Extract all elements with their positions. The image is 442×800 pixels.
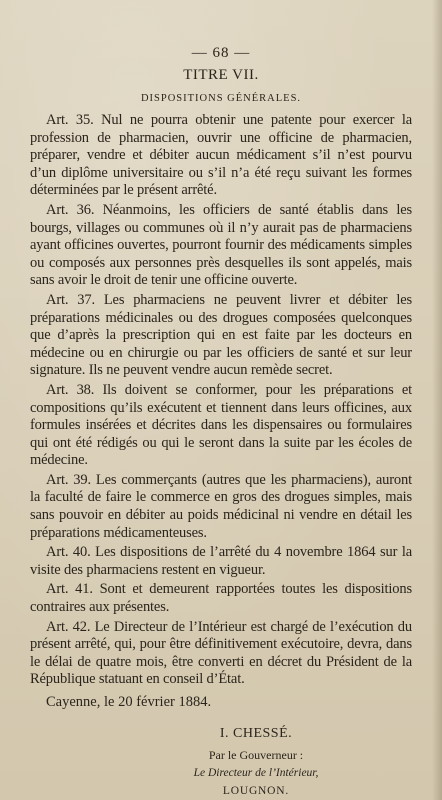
section-subtitle: DISPOSITIONS GÉNÉRALES. [140,93,302,104]
article-40: Art. 40. Les dispositions de l’arrêté du 4 novembre 1864 sur la visite des pharmaciens restent en vigueur. [30,544,412,578]
signatory-role: Le Directeur de l’Intérieur, [193,767,319,779]
article-38: Art. 38. Ils doivent se conformer, pour les préparations et compositions qu’ils exécutent et tiennent dans leurs officines, aux formules insérées et décrites dans les dispensaires ou formulaires qui ont été rédigés ou qui le seront dans la suite par les écoles de médecine. [30,381,412,469]
section-title: TITRE VII. [183,67,259,83]
signature-block [30,725,412,799]
page-number: — 68 — [191,45,251,61]
article-35: Art. 35. Nul ne pourra obtenir une patente pour exercer la profession de pharmacien, ouvrir une officine de pharmacien, préparer, vendre et débiter aucun médicament s’il n’est pourvu d’un diplôme universitaire ou s’il n’a été reçu suivant les formes déterminées par le présent arrêté. [30,112,412,199]
article-36: Art. 36. Néanmoins, les officiers de santé établis dans les bourgs, villages ou communes où il n’y aurait pas de pharmaciens ayant officines ouvertes, pourront fournir des médicaments simples ou composés aux personnes près desquelles ils sont appelés, mais sans avoir le droit de tenir une officine ouverte. [30,201,412,289]
article-39: Art. 39. Les commerçants (autres que les pharmaciens), auront la faculté de faire le commerce en gros des drogues simples, mais sans pouvoir en débiter au poids médicinal ni vendre en détail les préparations médicamenteuses. [30,471,412,541]
article-42: Art. 42. Le Directeur de l’Intérieur est chargé de l’exécution du présent arrêté, qui, pour être définitivement exécutoire, devra, dans le délai de quatre mois, être converti en décret du Président de la République statuant en conseil d’État. [30,618,412,688]
countersignatory-name: LOUGNON. [222,785,290,797]
article-41: Art. 41. Sont et demeurent rapportées toutes les dispositions contraires aux présentes. [30,581,412,616]
signatory-by: Par le Gouverneur : [208,748,304,762]
signatory-name: I. CHESSÉ. [219,726,293,741]
place-date: Cayenne, le 20 février 1884. [46,694,212,710]
article-37: Art. 37. Les pharmaciens ne peuvent livrer et débiter les préparations médicinales ou des drogues composées quelconques que d’après la prescription qui en est faite par les docteurs en médecine ou en chirurgie ou par les officiers de santé et sur leur signature. Ils ne peuvent vendre aucun remède secret. [30,291,412,379]
